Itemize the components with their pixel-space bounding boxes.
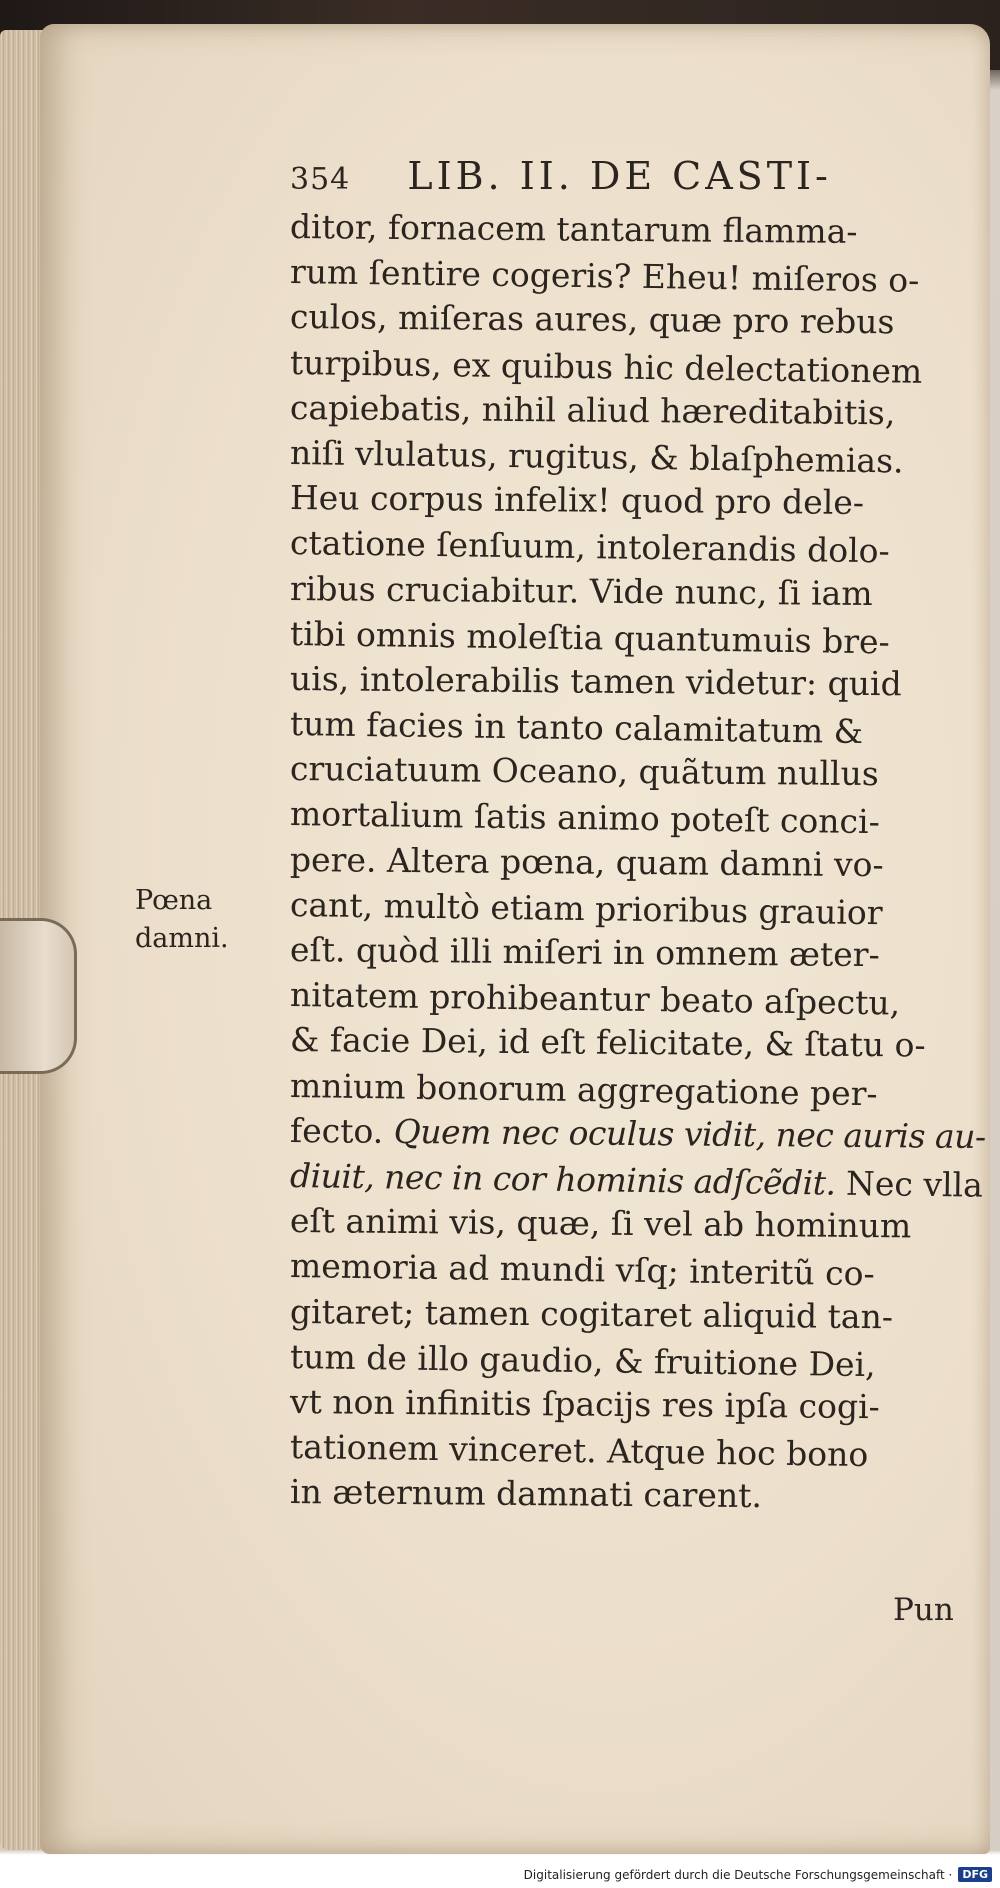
text-line: niſi vlulatus, rugitus, & blaſphemias.: [289, 432, 904, 481]
text-line: ribus cruciabitur. Vide nunc, ſi iam: [289, 568, 873, 613]
text-line: cruciatuum Oceano, quãtum nullus: [289, 749, 879, 794]
running-title: LIB. II. DE CASTI-: [407, 154, 832, 198]
text-line: ctatione ſenſuum, intolerandis dolo-: [289, 523, 890, 571]
text-line: turpibus, ex quibus hic delectationem: [289, 342, 923, 391]
text-line: rum ſentire cogeris? Eheu! miſeros o-: [289, 252, 920, 300]
text-line: vt non infinitis ſpacijs res ipſa cogi-: [289, 1381, 880, 1427]
text-line: tationem vinceret. Atque hoc bono: [289, 1427, 869, 1475]
text-line: tibi omnis moleſtia quantumuis bre-: [289, 613, 890, 662]
scripture-quote: diuit, nec in cor hominis adſcẽdit.: [289, 1155, 836, 1203]
marginal-note-line: Pœna: [135, 885, 213, 916]
text-line: in æternum damnati carent.: [289, 1472, 763, 1516]
page-number: 354: [290, 162, 351, 197]
text-line: capiebatis, nihil aliud hæreditabitis,: [289, 387, 896, 433]
text-line: cant, multò etiam prioribus grauior: [289, 884, 883, 933]
text-line: mortalium ſatis animo poteſt conci-: [289, 794, 881, 842]
catchword: Pun: [893, 1592, 954, 1628]
text-line: tum facies in tanto calamitatum &: [289, 704, 864, 752]
text-line: eſt. quòd illi miſeri in omnem æter-: [289, 930, 880, 975]
text-line: nitatem prohibeantur beato aſpectu,: [289, 975, 901, 1023]
text-line: Heu corpus infelix! quod pro dele-: [289, 478, 865, 523]
text-roman: Nec vlla: [835, 1163, 984, 1205]
text-line: ditor, fornacem tantarum flamma-: [289, 207, 858, 251]
marginal-note: [135, 882, 229, 958]
text-line: pere. Altera pœna, quam damni vo-: [289, 839, 884, 884]
text-line: tum de illo gaudio, & fruitione Dei,: [289, 1336, 876, 1384]
book-clasp: [0, 918, 77, 1074]
text-roman: fecto.: [289, 1110, 394, 1151]
digitization-credit: [524, 1867, 992, 1882]
running-header: [290, 150, 970, 204]
text-line-quote-start: [289, 1108, 986, 1159]
text-line: eſt animi vis, quæ, ſi vel ab hominum: [289, 1201, 912, 1246]
credit-text: Digitalisierung gefördert durch die Deutsche Forschungsgemeinschaft ·: [523, 1867, 953, 1882]
marginal-note-line: damni.: [135, 923, 229, 954]
text-line: culos, miſeras aures, quæ pro rebus: [289, 297, 895, 342]
text-line: gitaret; tamen cogitaret aliquid tan-: [289, 1291, 894, 1336]
text-line: & facie Dei, id eſt felicitate, & ſtatu o-: [289, 1020, 926, 1065]
text-line: memoria ad mundi vſq; interitũ co-: [289, 1246, 875, 1294]
text-line: mnium bonorum aggregatione per-: [289, 1065, 878, 1113]
text-line: uis, intolerabilis tamen videtur: quid: [289, 658, 902, 704]
text-block: [289, 150, 986, 1516]
dfg-logo: DFG: [958, 1867, 992, 1882]
scripture-quote: Quem nec oculus vidit, nec auris au-: [393, 1111, 986, 1156]
body-text: [289, 204, 986, 1516]
